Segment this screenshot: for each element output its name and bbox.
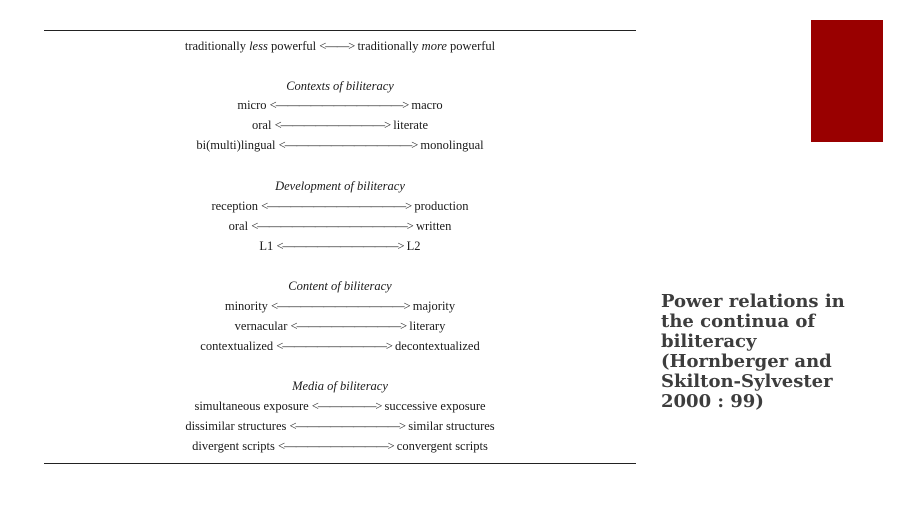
section-heading-content: Content of biliteracy: [288, 279, 392, 293]
caption-line: Power relations in: [661, 291, 845, 312]
slide-caption: [661, 292, 901, 412]
continuum-row: [44, 418, 636, 434]
continuum-row: [44, 137, 636, 153]
continuum-arrow: <——————————>: [276, 239, 404, 253]
more-powerful-tail: powerful: [446, 39, 496, 53]
caption-line: biliteracy: [661, 331, 757, 352]
continuum-arrow: <—————————>: [289, 419, 406, 433]
top-rule: [44, 30, 636, 31]
left-pole: simultaneous exposure: [194, 399, 309, 413]
left-pole: dissimilar structures: [185, 419, 287, 433]
section-heading-development: Development of biliteracy: [275, 179, 405, 193]
continuum-arrow: <—————————>: [276, 339, 392, 353]
right-pole: successive exposure: [384, 399, 486, 413]
continuum-arrow: <———————————>: [271, 299, 410, 313]
continuum-row: [44, 318, 636, 334]
left-pole: reception: [211, 199, 258, 213]
more-powerful-prefix: traditionally: [357, 39, 419, 53]
caption-line: (Hornberger and: [661, 351, 832, 372]
left-pole: contextualized: [200, 339, 274, 353]
continuum-row: [44, 198, 636, 214]
left-pole: oral: [252, 118, 272, 132]
continuum-row: [44, 438, 636, 454]
right-pole: monolingual: [420, 138, 484, 152]
section-heading-media: Media of biliteracy: [292, 379, 388, 393]
right-pole: convergent scripts: [396, 439, 488, 453]
right-pole: decontextualized: [395, 339, 480, 353]
continuum-row: [44, 398, 636, 414]
continuum-arrow: <———————————>: [269, 98, 409, 112]
right-pole: majority: [412, 299, 456, 313]
power-continuum-row: [44, 38, 636, 54]
right-pole: literary: [409, 319, 446, 333]
continuum-row: [44, 298, 636, 314]
less-emphasis: less: [249, 39, 268, 53]
right-pole: production: [414, 199, 469, 213]
caption-line: the continua of: [661, 311, 816, 332]
continuum-arrow: <———————————>: [278, 138, 418, 152]
continuum-arrow: <—————————>: [290, 319, 407, 333]
right-pole: similar structures: [408, 419, 495, 433]
power-arrow: <——>: [319, 39, 355, 53]
right-pole: written: [415, 219, 452, 233]
more-emphasis: more: [421, 39, 447, 53]
continuum-row: [44, 117, 636, 133]
continuum-arrow: <—————————>: [274, 118, 391, 132]
less-powerful-tail: powerful: [267, 39, 317, 53]
bottom-rule: [44, 463, 636, 464]
left-pole: minority: [224, 299, 268, 313]
left-pole: divergent scripts: [192, 439, 275, 453]
continuum-arrow: <————————————>: [261, 199, 412, 213]
continuum-row: [44, 338, 636, 354]
right-pole: literate: [393, 118, 428, 132]
left-pole: L1: [259, 239, 274, 253]
continuum-row: [44, 218, 636, 234]
continuum-row: [44, 238, 636, 254]
right-pole: L2: [406, 239, 421, 253]
left-pole: vernacular: [234, 319, 288, 333]
accent-block: [811, 20, 883, 142]
caption-line: 2000 : 99): [661, 391, 764, 412]
caption-line: Skilton-Sylvester: [661, 371, 833, 392]
left-pole: micro: [237, 98, 267, 112]
left-pole: bi(multi)lingual: [196, 138, 276, 152]
right-pole: macro: [411, 98, 443, 112]
continuum-arrow: <—————————————>: [251, 219, 413, 233]
left-pole: oral: [228, 219, 249, 233]
continuum-row: [44, 97, 636, 113]
continuum-arrow: <—————>: [311, 399, 382, 413]
continuum-arrow: <—————————>: [278, 439, 394, 453]
less-powerful-prefix: traditionally: [184, 39, 246, 53]
section-heading-contexts: Contexts of biliteracy: [286, 79, 394, 93]
